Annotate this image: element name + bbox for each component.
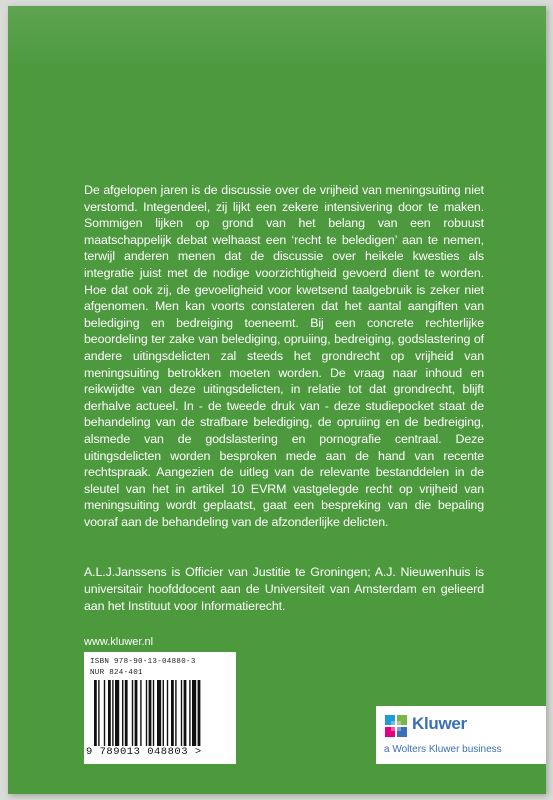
isbn-number: ISBN 978-90-13-04880-3: [90, 658, 196, 666]
plastic-wrap-sheen: [8, 6, 546, 66]
publisher-name: Kluwer: [412, 714, 467, 733]
nur-code: NUR 824-401: [90, 669, 143, 677]
publisher-tagline: a Wolters Kluwer business: [384, 744, 502, 755]
barcode-digits: 9 789013 048803 >: [86, 746, 202, 758]
barcode-icon: [94, 680, 228, 746]
publisher-website[interactable]: www.kluwer.nl: [84, 636, 154, 648]
kluwer-logo-icon: [384, 714, 408, 738]
back-cover: [8, 6, 546, 794]
publisher-logo: [376, 706, 546, 764]
blurb-text: [84, 182, 484, 530]
blurb-paragraph: De afgelopen jaren is de discussie over de vrijheid van meningsuiting niet verstomd. Integendeel, zij lijkt een zekere intensivering door te maken. Sommigen lijken op grond van het belang van een robuust maatschappelijk debat welhaast een ‘recht te beledigen’ aan te nemen, terwijl anderen menen dat de discussie over heikele kwesties als integratie juist met de nodige voorzichtigheid gevoerd dient te worden. Hoe dat ook zij, de gevoeligheid voor kwetsend taalgebruik is zeker niet afgenomen. Men kan voorts constateren dat het aantal aangiften van belediging en bedreiging toeneemt. Bij een concrete rechterlijke beoordeling ter zake van belediging, opruiing, bedreiging, godslastering of andere uitingsdelicten zal steeds het grondrecht op vrijheid van meningsuiting betrokken moeten worden. De vraag naar inhoud en reikwijdte van deze uitingsdelicten, in relatie tot dat grondrecht, blijft derhalve actueel. In - de tweede druk van - deze studiepocket staat de behandeling van de strafbare belediging, de opruiing en de bedreiging, alsmede van de godslastering en pornografie centraal. Deze uitingsdelicten worden besproken mede aan de hand van recente rechtspraak. Aangezien de uitleg van de relevante bestanddelen in de sleutel van het in artikel 10 EVRM vastgelegde recht op vrijheid van meningsuiting wordt geplaatst, gaat een bespreking van die bepaling vooraf aan de behandeling van de afzonderlijke delicten.: [84, 183, 484, 529]
author-bio-paragraph: A.L.J.Janssens is Officier van Justitie te Groningen; A.J. Nieuwenhuis is universitair hoofddocent aan de Universiteit van Amsterdam en gelieerd aan het Instituut voor Informatierecht.: [84, 565, 484, 613]
author-bio: [84, 564, 484, 615]
isbn-label: [84, 652, 236, 764]
